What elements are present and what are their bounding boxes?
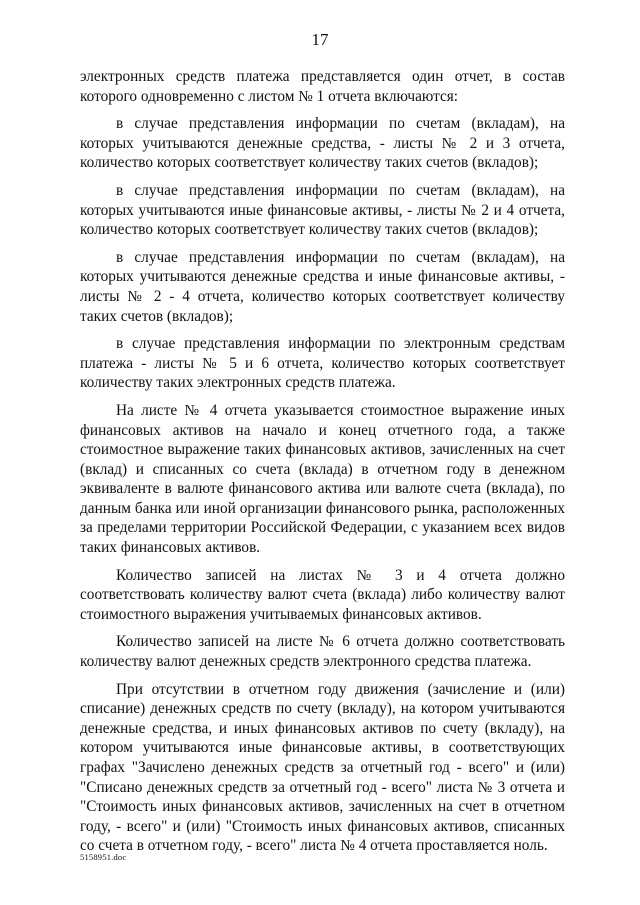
paragraph-no-movement: При отсутствии в отчетном году движения (зачисление и (или) списание) денежных средств по счету (вкладу), на котором учитываются денежные средства, и иных финансовых активов по счету (вкладу), на котором учитываются иные финансовые активы, в соответствующих графах "Зачислено денежных средств за отчетный год - всего" и (или) "Списано денежных средств за отчетный год - всего" листа № 3 отчета и "Стоимость иных финансовых активов, зачисленных на счет в отчетном году, - всего" и (или) "Стоимость иных финансовых активов, списанных со счета в отчетном году, - всего" листа № 4 отчета проставляется ноль. (80, 680, 565, 855)
paragraph-sheets-5-6: в случае представления информации по электронным средствам платежа - листы № 5 и 6 отчета, количество которых соответствует количеству таких электронных средств платежа. (80, 335, 565, 392)
file-name-footer: 5158951.doc (80, 852, 127, 862)
paragraph-sheets-2-4: в случае представления информации по счетам (вкладам), на которых учитываются иные финансовые активы, - листы № 2 и 4 отчета, количество которых соответствует количеству таких счетов (вкладов); (80, 181, 565, 239)
paragraph-continuation: электронных средств платежа представляется один отчет, в состав которого одновременно с листом № 1 отчета включаются: (80, 68, 565, 105)
paragraph-sheets-2-3: в случае представления информации по счетам (вкладам), на которых учитываются денежные средства, - листы № 2 и 3 отчета, количество которых соответствует количеству таких счетов (вкладов); (80, 115, 565, 172)
page-number: 17 (311, 30, 329, 49)
document-body (80, 67, 565, 856)
paragraph-sheets-2-to-4: в случае представления информации по счетам (вкладам), на которых учитываются денежные средства и иные финансовые активы, - листы № 2 - 4 отчета, количество которых соответствует количеству таких счетов (вкладов); (80, 248, 565, 325)
paragraph-sheet-4-details: На листе № 4 отчета указывается стоимостное выражение иных финансовых активов на начало и конец отчетного года, а также стоимостное выражение таких финансовых активов, зачисленных на счет (вклад) и списанных со счета (вклада) в отчетном году в денежном эквиваленте в валюте финансового актива или валюте счета (вклада), по данным банка или иной организации финансового рынка, расположенных за пределами территории Российской Федерации, с указанием всех видов таких финансовых активов. (80, 401, 565, 557)
paragraph-records-sheets-3-4: Количество записей на листах № 3 и 4 отчета должно соответствовать количеству валют счета (вклада) либо количеству валют стоимостного выражения учитываемых финансовых активов. (80, 566, 565, 623)
paragraph-records-sheet-6: Количество записей на листе № 6 отчета должно соответствовать количеству валют денежных средств электронного средства платежа. (80, 633, 565, 671)
